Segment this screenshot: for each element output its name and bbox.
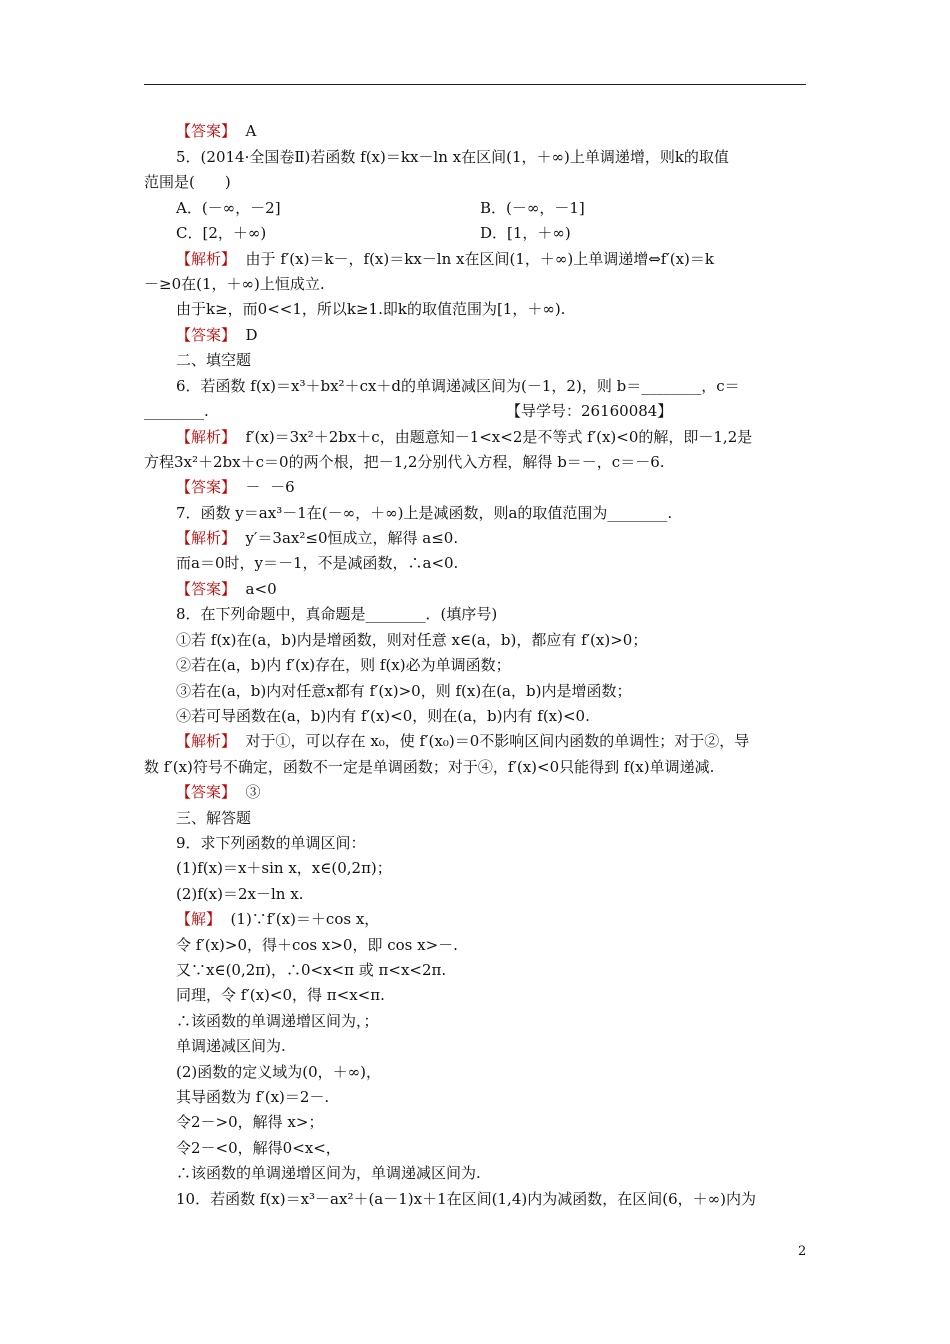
line-text: (1)f(x)＝x＋sin x，x∈(0,2π)；: [176, 859, 392, 877]
label-tag: 【答案】: [176, 783, 237, 801]
text-line: [144, 401, 209, 421]
text-line: [176, 630, 647, 650]
line-text: (2)函数的定义域为(0，＋∞)，: [176, 1063, 381, 1081]
text-line: [176, 1138, 341, 1158]
line-text: ③: [236, 783, 261, 801]
text-line: [176, 604, 497, 624]
line-text: 而a＝0时，y＝－1，不是减函数，∴a<0.: [176, 554, 459, 572]
text-line: [176, 935, 458, 955]
text-line: [176, 198, 281, 218]
line-text: a<0: [236, 580, 277, 598]
line-text: 令2－>0，解得 x>；: [176, 1113, 324, 1131]
text-line: [176, 477, 295, 497]
line-text: 9．求下列函数的单调区间：: [176, 834, 366, 852]
page-number: 2: [798, 1244, 807, 1259]
text-line: [176, 528, 458, 548]
line-text: 单调递减区间为.: [176, 1037, 286, 1055]
text-line: [176, 1087, 329, 1107]
line-text: 【导学号：26160084】: [506, 402, 673, 420]
text-line: [144, 172, 231, 192]
text-line: [480, 223, 571, 243]
text-line: [144, 757, 714, 777]
line-text: A．(－∞，－2]: [176, 199, 281, 217]
line-text: 由于k≥，而0<<1，所以k≥1.即k的取值范围为[1，＋∞).: [176, 300, 566, 318]
label-tag: 【解析】: [176, 529, 237, 547]
text-line: [176, 299, 565, 319]
text-line: [176, 1163, 481, 1183]
line-text: y′＝3ax²≤0恒成立，解得 a≤0.: [236, 529, 459, 547]
text-line: [176, 985, 385, 1005]
line-text: D．[1，＋∞): [480, 224, 571, 242]
text-line: [176, 1189, 756, 1209]
text-line: [176, 655, 511, 675]
label-tag: 【答案】: [176, 326, 237, 344]
line-text: 8．在下列命题中，真命题是________．(填序号): [176, 605, 498, 623]
text-line: [176, 731, 749, 751]
line-text: 6．若函数 f(x)＝x³＋bx²＋cx＋d的单调递减区间为(－1，2)，则 b＝________，c＝: [176, 377, 740, 395]
line-text: ∴该函数的单调递增区间为，；: [176, 1012, 379, 1030]
text-line: [176, 1011, 379, 1031]
text-line: [176, 121, 256, 141]
text-line: [176, 376, 740, 396]
text-line: [176, 503, 672, 523]
line-text: －≥0在(1，＋∞)上恒成立.: [144, 275, 325, 293]
line-text: 由于 f′(x)＝k－，f(x)＝kx－ln x在区间(1，＋∞)上单调递增⇔f′(x)＝k: [236, 250, 715, 268]
text-line: [176, 350, 251, 370]
line-text: － －6: [236, 478, 295, 496]
line-text: C．[2，＋∞): [176, 224, 267, 242]
line-text: (2)f(x)＝2x－ln x.: [176, 885, 304, 903]
text-line: [176, 808, 251, 828]
line-text: 其导函数为 f′(x)＝2－.: [176, 1088, 330, 1106]
line-text: 令 f′(x)>0，得＋cos x>0，即 cos x>－.: [176, 936, 458, 954]
text-line: [176, 884, 303, 904]
line-text: A: [236, 122, 257, 140]
label-tag: 【解析】: [176, 428, 237, 446]
label-tag: 【答案】: [176, 580, 237, 598]
line-text: D: [236, 326, 258, 344]
label-tag: 【解】: [176, 910, 222, 928]
text-line: [176, 681, 631, 701]
label-tag: 【解析】: [176, 250, 237, 268]
text-line: [176, 858, 392, 878]
text-line: [144, 452, 665, 472]
label-tag: 【解析】: [176, 732, 237, 750]
text-line: [144, 274, 325, 294]
text-line: [176, 553, 458, 573]
line-text: 二、填空题: [176, 351, 252, 369]
line-text: ①若 f(x)在(a，b)内是增函数，则对任意 x∈(a，b)，都应有 f′(x)>0；: [176, 631, 648, 649]
line-text: 三、解答题: [176, 809, 252, 827]
label-tag: 【答案】: [176, 478, 237, 496]
text-line: [176, 147, 729, 167]
text-line: [176, 325, 258, 345]
line-text: 7．函数 y＝ax³－1在(－∞，＋∞)上是减函数，则a的取值范围为________.: [176, 504, 673, 522]
line-text: ∴该函数的单调递增区间为，单调递减区间为.: [176, 1164, 481, 1182]
line-text: ③若在(a，b)内对任意x都有 f′(x)>0，则 f(x)在(a，b)内是增函数；: [176, 682, 632, 700]
text-line: [480, 198, 585, 218]
text-line: [176, 223, 266, 243]
header-rule: [144, 84, 806, 85]
text-line: [176, 782, 261, 802]
line-text: ④若可导函数在(a，b)内有 f′(x)<0，则在(a，b)内有 f(x)<0.: [176, 707, 590, 725]
line-text: 方程3x²＋2bx＋c＝0的两个根，把－1,2分别代入方程，解得 b＝－，c＝－6.: [144, 453, 665, 471]
text-line: [176, 960, 446, 980]
label-tag: 【答案】: [176, 122, 237, 140]
text-line: [176, 249, 714, 269]
text-line: [176, 1036, 286, 1056]
text-line: [176, 427, 752, 447]
line-text: 令2－<0，解得0<x<，: [176, 1139, 341, 1157]
line-text: ②若在(a，b)内 f′(x)存在，则 f(x)必为单调函数；: [176, 656, 511, 674]
text-line: [176, 579, 277, 599]
line-text: 数 f′(x)符号不确定，函数不一定是单调函数；对于④，f′(x)<0只能得到 f(x)单调递减.: [144, 758, 715, 776]
line-text: B．(－∞，－1]: [480, 199, 585, 217]
line-text: f′(x)＝3x²＋2bx＋c，由题意知－1<x<2是不等式 f′(x)<0的解，即－1,2是: [236, 428, 753, 446]
line-text: 范围是( ): [144, 173, 231, 191]
line-text: 对于①，可以存在 x₀，使 f′(x₀)＝0不影响区间内函数的单调性；对于②，导: [236, 732, 750, 750]
text-line: [506, 401, 672, 421]
text-line: [176, 833, 366, 853]
text-line: [176, 909, 379, 929]
line-text: 又∵x∈(0,2π)，∴0<x<π 或 π<x<2π.: [176, 961, 447, 979]
line-text: (1)∵f′(x)＝＋cos x，: [221, 910, 380, 928]
text-line: [176, 1062, 381, 1082]
line-text: 5．(2014·全国卷Ⅱ)若函数 f(x)＝kx－ln x在区间(1，＋∞)上单调递增，则k的取值: [176, 148, 729, 166]
line-text: 同理，令 f′(x)<0，得 π<x<π.: [176, 986, 385, 1004]
line-text: 10．若函数 f(x)＝x³－ax²＋(a－1)x＋1在区间(1,4)内为减函数，在区间(6，＋∞)内为: [176, 1190, 756, 1208]
text-line: [176, 706, 590, 726]
line-text: ________.: [144, 402, 209, 420]
text-line: [176, 1112, 323, 1132]
